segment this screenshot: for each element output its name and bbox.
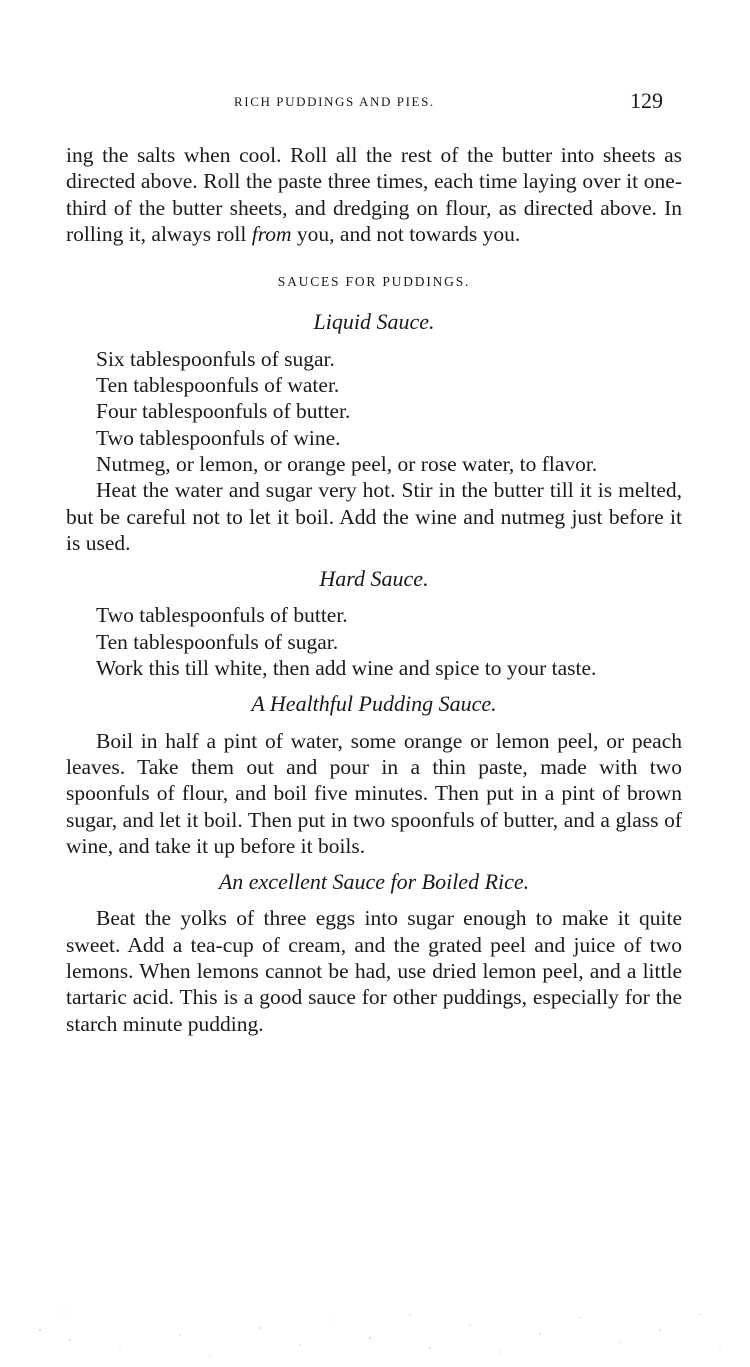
recipe-paragraph: Work this till white, then add wine and spice to your taste. [96,656,597,681]
recipe-hard-sauce [66,566,682,681]
ingredient-line: Two tablespoonfuls of wine. [96,425,341,450]
page-body [66,142,682,1037]
running-head: RICH PUDDINGS AND PIES. [234,94,435,109]
recipe-healthful-pudding-sauce [66,691,682,859]
page-number: 129 [630,88,663,113]
recipe-paragraph: Boil in half a pint of water, some orange or lemon peel, or peach leaves. Take them out and pour in a thin paste, made with two spoonfuls of flour, and boil five minutes. Then put in a pint of brown sugar, and let it boil. Then put in two spoonfuls of butter, and a glass of wine, and take it up before it boils. [66,728,682,858]
recipe-title: A Healthful Pudding Sauce. [251,691,497,717]
ingredient-line: Ten tablespoonfuls of sugar. [96,629,339,654]
ingredient-line: Six tablespoonfuls of sugar. [96,346,335,371]
ingredient-line: Two tablespoonfuls of butter. [96,603,348,628]
recipe-paragraph: Heat the water and sugar very hot. Stir in the butter till it is melted, but be careful not to let it boil. Add the wine and nutmeg just before it is used. [66,478,682,555]
recipe-title: Liquid Sauce. [313,309,435,335]
recipe-sauce-for-boiled-rice [66,869,682,1037]
intro-text-end: you, and not towards you. [291,221,521,246]
ingredient-line: Ten tablespoonfuls of water. [96,373,340,398]
recipe-title: An excellent Sauce for Boiled Rice. [218,869,530,895]
paper-speckle-texture [0,1290,750,1367]
recipe-liquid-sauce [66,309,682,556]
recipe-paragraph: Nutmeg, or lemon, or orange peel, or rose water, to flavor. [96,451,598,476]
recipe-title: Hard Sauce. [319,566,429,592]
intro-paragraph [66,142,682,247]
recipe-paragraph: Beat the yolks of three eggs into sugar enough to make it quite sweet. Add a tea-cup of cream, and the grated peel and juice of two lemons. When lemons cannot be had, use dried lemon peel, and a little tartaric acid. This is a good sauce for other puddings, especially for the starch minute pudding. [66,906,682,1036]
intro-text: ing the salts when cool. Roll all the rest of the butter into sheets as directed above. Roll the paste three times, each time laying over it one-third of the butter sheets, and dredging on flour, as directed above. In rolling it, always roll [66,143,682,246]
intro-emphasis: from [251,221,292,246]
ingredient-line: Four tablespoonfuls of butter. [96,399,351,424]
section-heading: SAUCES FOR PUDDINGS. [277,274,471,290]
page-header [0,88,750,122]
